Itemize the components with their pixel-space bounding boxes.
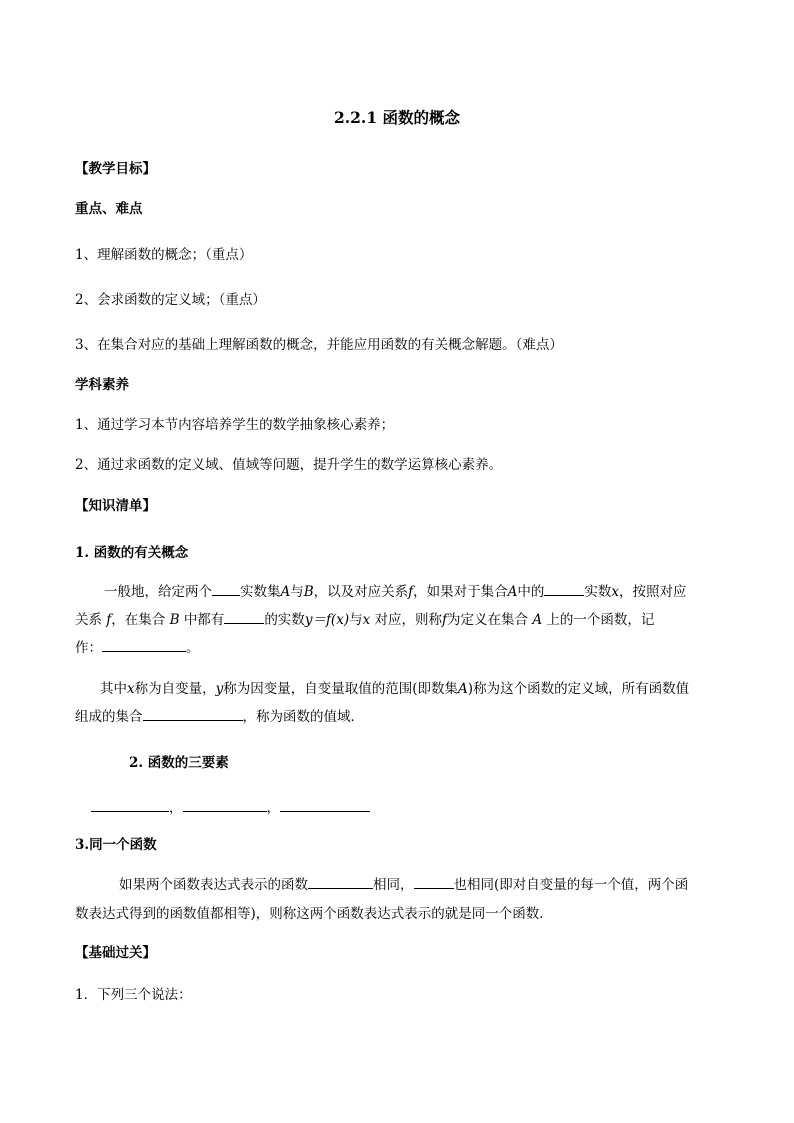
same-function-heading: 3.同一个函数 <box>75 837 157 853</box>
blank-field <box>308 874 373 889</box>
concept-p2-line-1: 其中x称为自变量，y称为因变量，自变量取值的范围(即数集A)称为这个函数的定义域，所有函数值 <box>100 681 690 697</box>
concept-line-2: 关系 f，在集合 B 中都有 的实数y＝f(x)与x 对应，则称f为定义在集合 A 上的一个函数，记 <box>75 608 654 628</box>
knowledge-list-heading: 【知识清单】 <box>75 498 156 514</box>
basic-check-heading: 【基础过关】 <box>75 945 156 961</box>
blank-field <box>280 797 370 812</box>
literacy-1: 1、通过学习本节内容培养学生的数学抽象核心素养； <box>75 417 395 433</box>
three-elements-heading: 2. 函数的三要素 <box>129 755 229 771</box>
blank-field <box>183 797 267 812</box>
concept-p2-line-2: 组成的集合 ，称为函数的值域． <box>75 705 364 725</box>
blank-field <box>143 706 243 721</box>
concept-line-1: 一般地，给定两个 实数集A与B，以及对应关系f，如果对于集合A中的 实数x，按照对应 <box>104 580 687 600</box>
blank-field <box>224 609 264 624</box>
literacy-heading: 学科素养 <box>75 377 129 393</box>
concept-line-3: 作： 。 <box>75 636 200 656</box>
concept-heading: 1. 函数的有关概念 <box>75 545 189 561</box>
blank-field <box>91 797 169 812</box>
teaching-goals-heading: 【教学目标】 <box>75 161 156 177</box>
blank-field <box>414 874 454 889</box>
key-points-heading: 重点、难点 <box>75 201 143 217</box>
key-point-3: 3、在集合对应的基础上理解函数的概念，并能应用函数的有关概念解题。（难点） <box>75 337 563 353</box>
key-point-2: 2、会求函数的定义域；（重点） <box>75 292 266 308</box>
same-function-line-1: 如果两个函数表达式表示的函数 相同， 也相同(即对自变量的每一个值，两个函 <box>119 873 688 893</box>
key-point-1: 1、理解函数的概念；（重点） <box>75 247 253 263</box>
same-function-line-2: 数表达式得到的函数值都相等)，则称这两个函数表达式表示的就是同一个函数． <box>75 906 553 922</box>
blank-field <box>102 637 186 652</box>
three-elements-blanks: ， ， <box>91 796 370 816</box>
literacy-2: 2、通过求函数的定义域、值域等问题，提升学生的数学运算核心素养。 <box>75 457 503 473</box>
page-title: 2.2.1 函数的概念 <box>333 108 461 127</box>
question-1: 1．下列三个说法： <box>75 987 192 1003</box>
blank-field <box>544 581 584 596</box>
blank-field <box>212 581 240 596</box>
